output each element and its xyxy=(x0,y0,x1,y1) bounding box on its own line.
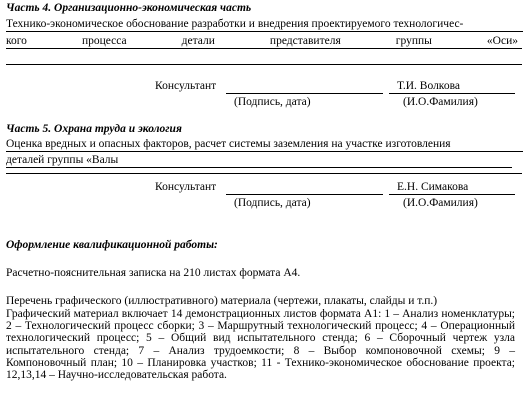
part5-signature-line xyxy=(226,194,383,195)
part5-consultant-label: Консультант xyxy=(155,181,217,193)
part4-name-line xyxy=(389,93,515,94)
formatting-heading: Оформление квалификационной работы: xyxy=(6,239,218,251)
part4-underline-2 xyxy=(6,64,522,65)
part4-line2 xyxy=(6,35,518,48)
part5-line2: деталей группы «Валы xyxy=(6,154,512,168)
part4-word: представителя xyxy=(269,35,341,47)
part4-underline-1 xyxy=(6,48,522,49)
part4-word: кого xyxy=(6,35,27,47)
formatting-list-title: Перечень графического (иллюстративного) материала (чертежи, плакаты, слайды и т.п.) xyxy=(6,295,438,307)
formatting-list-body: Графический материал включает 14 демонстрационных листов формата А1: 1 – Анализ номенклатуры; 2 – Технологический процесс сборки; 3 – Маршрутный технологический процесс; 4 – Операционный технологический процесс; 5 – Общий вид испытательного стенда; 6 – Сборочный чертеж узла испытательного стенда; 7 – Анализ трудоемкости; 8 – Выбор компоновочной схемы; 9 – Компоновочный план; 10 – Планировка участков; 11 - Технико-экономическое обоснование проекта; 12,13,14 – Научно-исследовательская работа. xyxy=(6,308,515,382)
part5-underline xyxy=(6,173,522,174)
formatting-note: Расчетно-пояснительная записка на 210 листах формата А4. xyxy=(6,267,301,279)
part5-caption-name: (И.О.Фамилия) xyxy=(403,197,478,209)
part5-caption-sign: (Подпись, дата) xyxy=(234,197,311,209)
part4-consultant-name: Т.И. Волкова xyxy=(397,80,460,92)
part5-consultant-name: Е.Н. Симакова xyxy=(397,181,469,193)
part4-word: «Оси» xyxy=(486,35,518,47)
part4-word: процесса xyxy=(81,35,127,47)
part5-line1: Оценка вредных и опасных факторов, расчет системы заземления на участке изготовления xyxy=(6,138,523,152)
part4-line1: Технико-экономическое обоснование разработки и внедрения проектируемого технологичес- xyxy=(6,18,523,32)
part4-caption-name: (И.О.Фамилия) xyxy=(403,96,478,108)
part4-word: детали xyxy=(181,35,215,47)
part4-heading: Часть 4. Организационно-экономическая часть xyxy=(6,2,252,14)
part5-heading: Часть 5. Охрана труда и экология xyxy=(6,123,182,135)
part4-word: группы xyxy=(395,35,432,47)
part4-caption-sign: (Подпись, дата) xyxy=(234,96,311,108)
part5-name-line xyxy=(389,194,515,195)
part4-consultant-label: Консультант xyxy=(155,80,217,92)
part4-signature-line xyxy=(226,93,383,94)
